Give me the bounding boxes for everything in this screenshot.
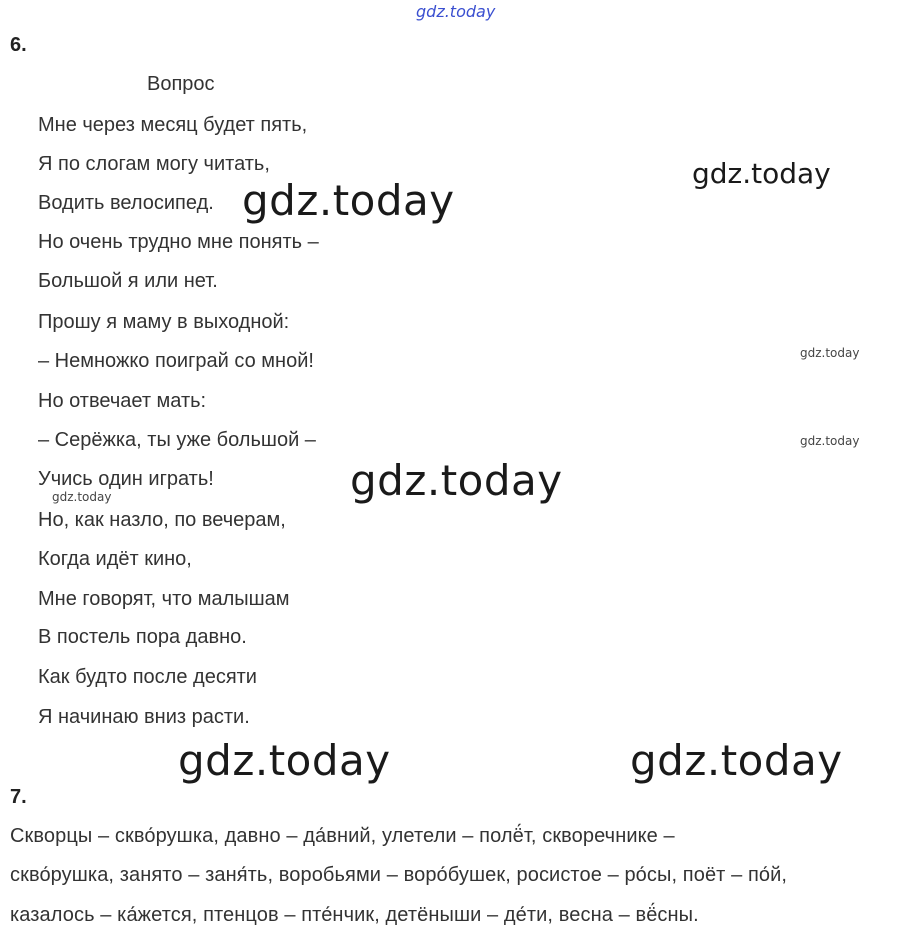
watermark: gdz.today [800, 346, 860, 360]
poem-line: Водить велосипед. [38, 192, 214, 214]
poem-title: Вопрос [147, 73, 215, 95]
poem-line: Учись один играть! [38, 468, 214, 490]
exercise-number: 6. [10, 34, 27, 56]
poem-line: Мне говорят, что малышам [38, 588, 290, 610]
answer-line: Скворцы – скво́рушка, давно – да́вний, улетели – полё́т, скворечнике – [10, 825, 675, 847]
watermark: gdz.today [52, 490, 112, 504]
watermark: gdz.today [178, 736, 391, 785]
watermark: gdz.today [630, 736, 843, 785]
poem-line: Но отвечает мать: [38, 390, 207, 412]
exercise-number: 7. [10, 786, 27, 808]
poem-line: Мне через месяц будет пять, [38, 114, 308, 136]
poem-line: – Немножко поиграй со мной! [38, 350, 314, 372]
poem-line: Прошу я маму в выходной: [38, 311, 290, 333]
watermark: gdz.today [242, 176, 455, 225]
watermark: gdz.today [350, 456, 563, 505]
watermark: gdz.today [800, 434, 860, 448]
poem-line: – Серёжка, ты уже большой – [38, 429, 316, 451]
answer-line: казалось – ка́жется, птенцов – пте́нчик, детёныши – де́ти, весна – вё́сны. [10, 904, 699, 926]
poem-line: В постель пора давно. [38, 626, 247, 648]
poem-line: Когда идёт кино, [38, 548, 192, 570]
poem-line: Как будто после десяти [38, 666, 257, 688]
poem-line: Но очень трудно мне понять – [38, 231, 319, 253]
poem-line: Я по слогам могу читать, [38, 153, 270, 175]
answer-line: скво́рушка, занято – заня́ть, воробьями – воро́бушек, росистое – ро́сы, поёт – по́й, [10, 864, 788, 886]
watermark-top: gdz.today [416, 2, 496, 21]
poem-line: Но, как назло, по вечерам, [38, 509, 286, 531]
poem-line: Я начинаю вниз расти. [38, 706, 250, 728]
poem-line: Большой я или нет. [38, 270, 218, 292]
watermark: gdz.today [692, 157, 831, 190]
